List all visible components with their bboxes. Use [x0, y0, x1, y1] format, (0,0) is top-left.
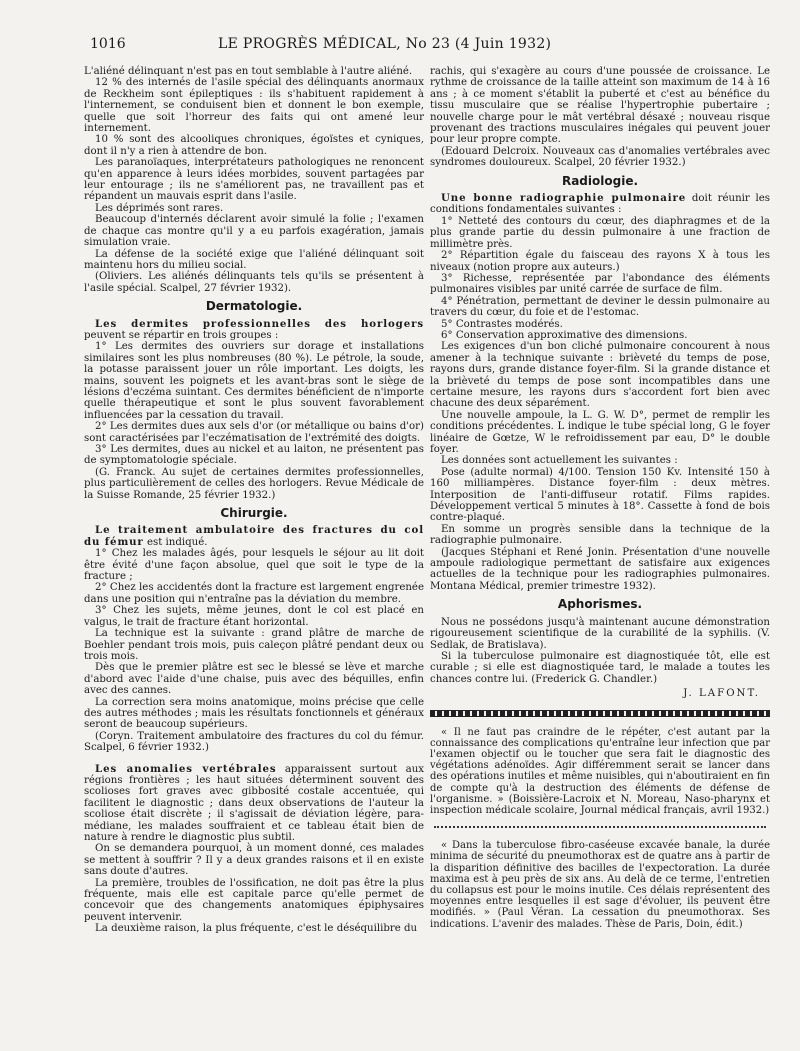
- paragraph: Nous ne possédons jusqu'à maintenant aucune démonstration rigoureusement scientifique de la curabilité de la syphilis. (V. Sedlak, de Bratislava).: [430, 616, 770, 651]
- paragraph: La deuxième raison, la plus fréquente, c'est le déséquilibre du: [95, 923, 418, 935]
- section-title-radiologie: Radiologie.: [561, 173, 639, 188]
- quotation: « Dans la tuberculose fibro-caséeuse excavée banale, la durée minima de sécurité du pneumothorax est de quatre ans à partir de la disparition définitive des bacilles de l'expectoration. La durée maxima est à peu près de six ans. Au delà de ce terme, l'entretien du collapsus est pour le moins inutile. Ces délais représentent des moyennes entre lesquelles il est sage d'évoluer, ils peuvent être modifiés. » (Paul Véran. La cessation du pneumothorax. Ses indications. L'avenir des malades. Thèse de Paris, Doin, édit.): [430, 840, 770, 930]
- page-number: 1016: [90, 36, 126, 52]
- paragraph: La défense de la société exige que l'aliéné délinquant soit maintenu hors du milieu social.: [84, 248, 424, 271]
- lead-heading: Le traitement ambulatoire des fractures du col du fémur: [84, 524, 424, 548]
- paragraph: 12 % des internés de l'asile spécial des délinquants anormaux de Reckheim sont épileptiques : ils s'habituent rapidement à l'internement, se conduisent bien et donnent le bon exemple, quelle que soit l'horreur des faits qui ont amené leur internement.: [84, 77, 424, 135]
- paragraph: L'aliéné délinquant n'est pas en tout semblable à l'autre aliéné.: [84, 66, 413, 77]
- paragraph: Les paranoïaques, interprétateurs pathologiques ne renoncent qu'en apparence à leurs idées morbides, souvent partagées par leur entourage ; ils ne s'améliorent pas, ne travaillent pas et répandent un mauvais esprit dans l'asile.: [84, 157, 424, 203]
- reference: (Oliviers. Les aliénés délinquants tels qu'ils se présentent à l'asile spécial. Scalpel, 27 février 1932).: [84, 271, 424, 294]
- paragraph: 4° Pénétration, permettant de deviner le dessin pulmonaire au travers du cœur, du foie et de l'estomac.: [430, 295, 770, 319]
- decorative-divider: [430, 710, 770, 717]
- dotted-divider: [434, 826, 766, 828]
- paragraph: Les déprimés sont rares.: [95, 202, 224, 214]
- reference: (Jacques Stéphani et René Jonin. Présentation d'une nouvelle ampoule radiologique permettant de satisfaire aux exigences actuelles de la technique pour les radiographies pulmonaires. Montana Médical, premier trimestre 1932).: [430, 546, 770, 592]
- paragraph: 5° Contrastes modérés.: [441, 318, 563, 330]
- paragraph: 3° Les dermites, dues au nickel et au laiton, ne présentent pas de symptomatologie spéciale.: [84, 444, 424, 467]
- right-column: [430, 66, 770, 930]
- paragraph: 1° Les dermites des ouvriers sur dorage et installations similaires sont les plus nombreuses (80 %). Le pétrole, la soude, la potasse paraissent jouer un rôle important. Les doigts, les mains, souvent les poignets et les avant-bras sont le siège de lésions d'eczéma suintant. Ces dermites bénéficient de n'importe quelle thérapeutique et sont le plus souvent favorablement influencées par la cessation du travail.: [84, 341, 424, 421]
- paragraph: Dès que le premier plâtre est sec le blessé se lève et marche d'abord avec l'aide d'une chaise, puis avec des béquilles, enfin avec des cannes.: [84, 662, 424, 697]
- paragraph: La correction sera moins anatomique, moins précise que celle des autres méthodes ; mais les résultats fonctionnels et généraux seront de beaucoup supérieurs.: [84, 696, 424, 731]
- paragraph: 1° Netteté des contours du cœur, des diaphragmes et de la plus grande partie du dessin pulmonaire à une fraction de millimètre près.: [430, 215, 770, 250]
- section-title-aphorismes: Aphorismes.: [557, 597, 643, 612]
- paragraph: 1° Chez les malades âgés, pour lesquels le séjour au lit doit être évité d'une façon absolue, quel que soit le type de la fracture ;: [84, 548, 424, 583]
- left-column: [84, 66, 424, 935]
- lead-heading: Les dermites professionnelles des horlogers: [95, 317, 424, 330]
- paragraph: 2° Chez les accidentés dont la fracture est largement engrenée dans une position qui n'entraîne pas la déviation du membre.: [84, 582, 424, 605]
- lead-text: doit réunir les conditions fondamentales suivantes :: [430, 193, 770, 216]
- paragraph: 3° Richesse, représentée par l'abondance des éléments pulmonaires visibles par unité carrée de surface de film.: [430, 272, 770, 296]
- reference: (G. Franck. Au sujet de certaines dermites professionnelles, plus particulièrement de celles des horlogers. Revue Médicale de la Suisse Romande, 25 février 1932.): [84, 466, 424, 501]
- paragraph: 10 % sont des alcooliques chroniques, égoïstes et cyniques, dont il n'y a rien à attendre de bon.: [84, 134, 424, 157]
- paragraph: La première, troubles de l'ossification, ne doit pas être la plus fréquente, mais elle est capitale parce qu'elle permet de concevoir que des changements anatomiques épiphysaires peuvent intervenir.: [84, 877, 424, 923]
- paragraph: Les données sont actuellement les suivantes :: [441, 455, 678, 467]
- paragraph: 3° Chez les sujets, même jeunes, dont le col est placé en valgus, le trait de fracture étant horizontal.: [84, 605, 424, 628]
- author-signature: J. LAFONT.: [683, 688, 760, 700]
- paragraph: En somme un progrès sensible dans la technique de la radiographie pulmonaire.: [430, 523, 770, 547]
- lead-heading: Une bonne radiographie pulmonaire: [441, 192, 687, 205]
- quotation: « Il ne faut pas craindre de le répéter, c'est autant par la connaissance des complications qu'entraîne leur infection que par l'examen objectif ou le toucher que sera fait le diagnostic des végétations adénoïdes. Agir différemment serait se lancer dans des opérations inutiles et même nuisibles, qui n'aboutiraient en fin de compte qu'à la destruction des éléments de défense de l'organisme. » (Boissière-Lacroix et N. Moreau, Naso-pharynx et inspection médicale scolaire, Journal médical français, avril 1932.): [430, 726, 770, 816]
- paragraph: Les exigences d'un bon cliché pulmonaire concourent à nous amener à la technique suivante : brièveté du temps de pose, rayons durs, grande distance foyer-film. Si la grande distance et la brièveté du temps de pose sont incompatibles dans une certaine mesure, les rayons durs s'accordent fort bien avec chacune des deux séparément.: [430, 341, 770, 410]
- reference: (Edouard Delcroix. Nouveaux cas d'anomalies vertébrales avec syndromes douloureux. Scalpel, 20 février 1932.): [430, 145, 770, 169]
- lead-heading: Les anomalies vertébrales: [95, 762, 277, 775]
- paragraph: La technique est la suivante : grand plâtre de marche de Boehler pendant trois mois, puis caleçon plâtré pendant deux ou trois mois.: [84, 628, 424, 662]
- lead-text: apparaissent surtout aux régions frontières ; les haut situées déterminent souvent des scolioses fort graves avec gibbosité costale accentuée, qui facilitent le diagnostic ; dans deux observations de l'auteur la scoliose était discrète ; il s'agissait de déviation légère, para-médiane, les malades souffraient et ce tableau était bien de nature à rendre le diagnostic plus subtil.: [84, 763, 425, 843]
- paragraph: Beaucoup d'internés déclarent avoir simulé la folie ; l'examen de chaque cas montre qu'il y a eu parfois exagération, jamais simulation vraie.: [84, 214, 424, 249]
- lead-text: peuvent se répartir en trois groupes :: [84, 329, 279, 341]
- paragraph: Une nouvelle ampoule, la L. G. W. D°, permet de remplir les conditions précédentes. L indique le tube spécial long, G le foyer linéaire de Gœtze, W le refroidissement par eau, D° le double foyer.: [430, 409, 770, 455]
- page-header: [90, 36, 766, 54]
- paragraph: 2° Les dermites dues aux sels d'or (or métallique ou bains d'or) sont caractérisées par l'eczématisation de l'extrémité des doigts.: [84, 421, 424, 444]
- paragraph: On se demandera pourquoi, à un moment donné, ces malades se mettent à souffrir ? Il y a deux grandes raisons et il en existe sans doute d'autres.: [84, 843, 424, 878]
- paragraph: 2° Répartition égale du faisceau des rayons X à tous les niveaux (notion propre aux auteurs.): [430, 250, 770, 273]
- section-title-dermatologie: Dermatologie.: [205, 299, 303, 314]
- paragraph: Pose (adulte normal) 4/100. Tension 150 Kv. Intensité 150 à 160 milliampères. Distance foyer-film : deux mètres. Interposition de l'anti-diffuseur rotatif. Films rapides. Développement vertical 5 minutes à 18°. Cassette à fond de bois contre-plaqué.: [430, 466, 770, 524]
- journal-title: LE PROGRÈS MÉDICAL, No 23 (4 Juin 1932): [218, 36, 552, 52]
- paragraph: Si la tuberculose pulmonaire est diagnostiquée tôt, elle est curable ; si elle est diagnostiquée tard, le malade a toutes les chances contre lui. (Frederick G. Chandler.): [430, 650, 770, 685]
- section-title-chirurgie: Chirurgie.: [220, 506, 288, 521]
- reference: (Coryn. Traitement ambulatoire des fractures du col du fémur. Scalpel, 6 février 1932.): [84, 730, 424, 754]
- paragraph: rachis, qui s'exagère au cours d'une poussée de croissance. Le rythme de croissance de la taille atteint son maximum de 14 à 16 ans ; à ce moment s'établit la puberté et c'est au bénéfice du tissu musculaire que se réalise l'hypertrophie pubertaire ; nouvelle charge pour le mât vertébral désaxé ; nouveau risque provenant des tractions musculaires inégales qui peuvent jouer pour leur propre compte.: [430, 66, 770, 146]
- paragraph: 6° Conservation approximative des dimensions.: [441, 329, 688, 341]
- lead-text: est indiqué.: [143, 536, 208, 548]
